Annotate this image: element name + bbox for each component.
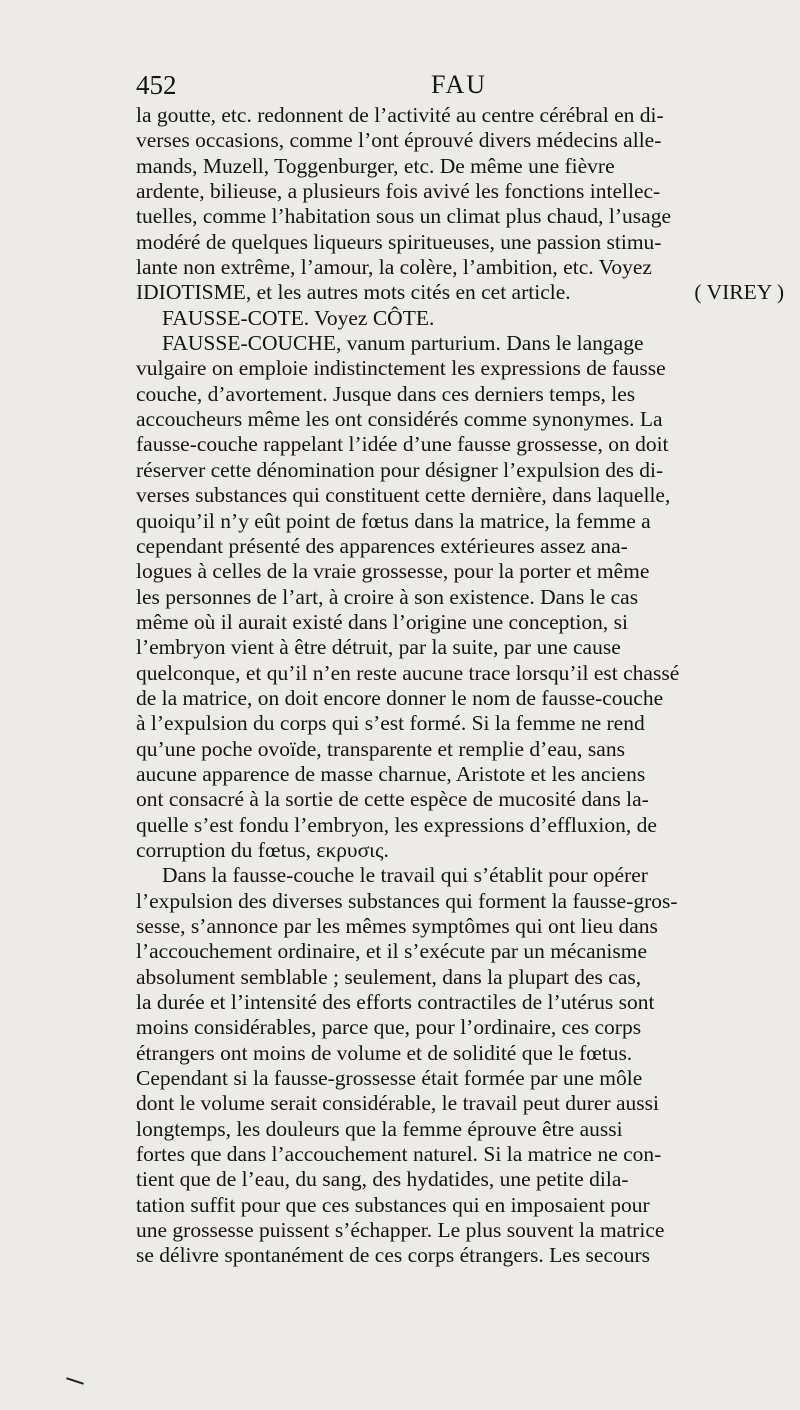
text-line-14: fausse-couche rappelant l’idée d’une fausse grossesse, on doit [136, 432, 669, 457]
text-line-46: se délivre spontanément de ces corps étrangers. Les secours [136, 1243, 651, 1268]
text-line-27: aucune apparence de masse charnue, Aristote et les anciens [136, 761, 646, 786]
text-line-33: sesse, s’annonce par les mêmes symptômes qui ont lieu dans [136, 914, 658, 938]
text-line-15: réserver cette dénomination pour désigner l’expulsion des di- [136, 457, 664, 482]
entry-fausse-cote: FAUSSE-COTE. Voyez CÔTE. [162, 305, 435, 330]
text-line-45: une grossesse puissent s’échapper. Le plus souvent la matrice [136, 1218, 665, 1243]
text-line-19: logues à celles de la vraie grossesse, pour la porter et même [136, 559, 650, 584]
text-line-8 [136, 280, 784, 305]
text-line-20: les personnes de l’art, à croire à son existence. Dans le cas [136, 584, 639, 609]
text-line-11: vulgaire on emploie indistinctement les expressions de fausse [136, 356, 666, 381]
page-number: 452 [136, 70, 177, 100]
text-line-12: couche, d’avortement. Jusque dans ces derniers temps, les [136, 381, 636, 406]
text-line-30: corruption du fœtus, εκρυσις. [136, 837, 389, 862]
text-line-26: qu’une poche ovoïde, transparente et remplie d’eau, sans [136, 736, 625, 761]
author-signature: ( VIREY ) [694, 280, 784, 305]
text-line-29: quelle s’est fondu l’embryon, les expressions d’effluxion, de [136, 812, 657, 837]
text-line-5: tuelles, comme l’habitation sous un climat plus chaud, l’usage [136, 204, 671, 229]
text-line-21: même où il aurait existé dans l’origine une conception, si [136, 609, 628, 634]
text-line-31: Dans la fausse-couche le travail qui s’établit pour opérer [162, 863, 648, 888]
text-line-42: fortes que dans l’accouchement naturel. Si la matrice ne con- [136, 1142, 662, 1167]
page-header [136, 70, 784, 106]
text-line-6: modéré de quelques liqueurs spiritueuses, une passion stimu- [136, 229, 662, 254]
text-line-40: dont le volume serait considérable, le travail peut durer aussi [136, 1091, 659, 1116]
text-line-41: longtemps, les douleurs que la femme éprouve être aussi [136, 1116, 623, 1141]
text-line-13: accoucheurs même les ont considérés comme synonymes. La [136, 407, 663, 432]
text-line-22: l’embryon vient à être détruit, par la suite, par une cause [136, 635, 621, 660]
text-line-17: quoiqu’il n’y eût point de fœtus dans la matrice, la femme a [136, 508, 651, 533]
running-head: FAU [431, 70, 488, 99]
text-line-35: absolument semblable ; seulement, dans la plupart des cas, [136, 964, 642, 989]
text-line-16: verses substances qui constituent cette dernière, dans laquelle, [136, 483, 671, 508]
text-line-39: Cependant si la fausse-grossesse était formée par une môle [136, 1066, 643, 1091]
text-line-7: lante non extrême, l’amour, la colère, l’ambition, etc. Voyez [136, 255, 652, 280]
text-line-43: tient que de l’eau, du sang, des hydatides, une petite dila- [136, 1167, 629, 1192]
idiotisme-line: IDIOTISME, et les autres mots cités en cet article. [136, 280, 571, 305]
body-text [136, 103, 784, 1269]
text-line-2: verses occasions, comme l’ont éprouvé divers médecins alle- [136, 128, 662, 153]
text-line-38: étrangers ont moins de volume et de solidité que le fœtus. [136, 1040, 633, 1065]
text-line-23: quelconque, et qu’il n’en reste aucune trace lorsqu’il est chassé [136, 660, 680, 685]
text-line-32: l’expulsion des diverses substances qui forment la fausse-gros- [136, 888, 678, 913]
text-line-36: la durée et l’intensité des efforts contractiles de l’utérus sont [136, 990, 655, 1015]
entry-fausse-couche: FAUSSE-COUCHE, vanum parturium. Dans le langage [162, 331, 644, 356]
text-line-3: mands, Muzell, Toggenburger, etc. De même une fièvre [136, 153, 615, 178]
text-line-18: cependant présenté des apparences extérieures assez ana- [136, 533, 628, 558]
text-line-34: l’accouchement ordinaire, et il s’exécute par un mécanisme [136, 939, 647, 964]
page-mark [66, 1377, 84, 1384]
text-line-28: ont consacré à la sortie de cette espèce de mucosité dans la- [136, 787, 649, 812]
text-line-25: à l’expulsion du corps qui s’est formé. Si la femme ne rend [136, 711, 645, 736]
text-line-4: ardente, bilieuse, a plusieurs fois avivé les fonctions intellec- [136, 179, 661, 204]
text-line-37: moins considérables, parce que, pour l’ordinaire, ces corps [136, 1015, 642, 1040]
text-line-44: tation suffit pour que ces substances qui en imposaient pour [136, 1192, 650, 1217]
text-line-24: de la matrice, on doit encore donner le nom de fausse-couche [136, 685, 664, 710]
text-line-1: la goutte, etc. redonnent de l’activité au centre cérébral en di- [136, 103, 664, 127]
